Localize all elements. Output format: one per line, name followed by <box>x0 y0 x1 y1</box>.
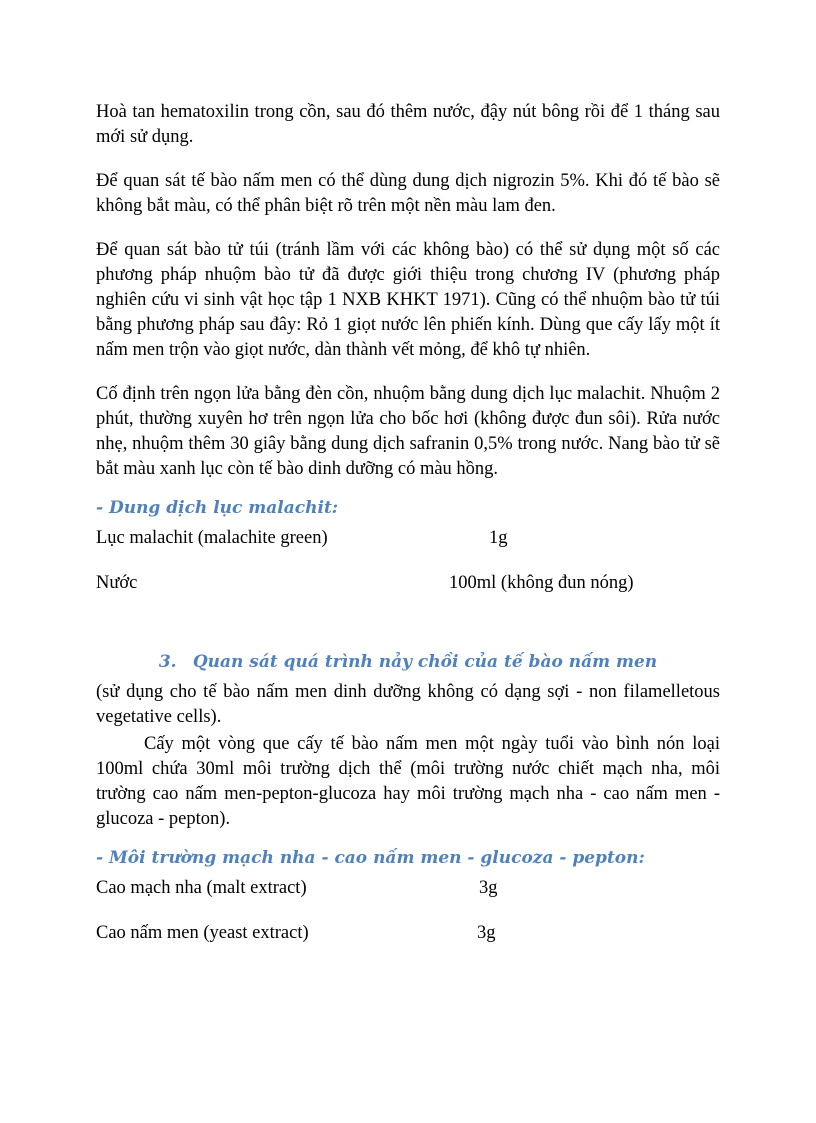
document-page <box>96 100 720 966</box>
medium-qty-1: 3g <box>479 878 498 898</box>
malachite-heading: - Dung dịch lục malachit: <box>96 498 339 518</box>
paragraph-section-note: (sử dụng cho tế bào nấm men dinh dưỡng không có dạng sợi - non filamelletous vegetative cells). <box>96 682 720 727</box>
paragraph-hematoxilin: Hoà tan hematoxilin trong cồn, sau đó thêm nước, đậy nút bông rồi để 1 tháng sau mới sử dụng. <box>96 102 720 147</box>
paragraph-fixation: Cố định trên ngọn lửa bằng đèn cồn, nhuộm bằng dung dịch lục malachit. Nhuộm 2 phút, thường xuyên hơ trên ngọn lửa cho bốc hơi (không được đun sôi). Rửa nước nhẹ, nhuộm thêm 30 giây bằng dung dịch safranin 0,5% trong nước. Nang bào tử sẽ bắt màu xanh lục còn tế bào dinh dưỡng có màu hồng. <box>96 384 720 479</box>
medium-row-1 <box>96 876 720 901</box>
medium-item-2: Cao nấm men (yeast extract) <box>96 923 309 943</box>
malachite-item-1: Lục malachit (malachite green) <box>96 528 328 548</box>
malachite-row-1 <box>96 526 720 551</box>
malachite-row-2 <box>96 571 720 596</box>
section-3-title: Quan sát quá trình nảy chồi của tế bào nấm men <box>192 652 658 672</box>
malachite-item-2: Nước <box>96 573 138 593</box>
malachite-qty-2: 100ml (không đun nóng) <box>449 573 634 593</box>
paragraph-nigrozin: Để quan sát tế bào nấm men có thể dùng dung dịch nigrozin 5%. Khi đó tế bào sẽ không bắt màu, có thể phân biệt rõ trên một nền màu lam đen. <box>96 171 720 216</box>
paragraph-spore-stain: Để quan sát bào tử túi (tránh lầm với các không bào) có thể sử dụng một số các phương pháp nhuộm bào tử đã được giới thiệu trong chương IV (phương pháp nghiên cứu vi sinh vật học tập 1 NXB KHKT 1971). Cũng có thể nhuộm bào tử túi bằng phương pháp sau đây: Rỏ 1 giọt nước lên phiến kính. Dùng que cấy lấy một ít nấm men trộn vào giọt nước, dàn thành vết mỏng, để khô tự nhiên. <box>96 240 720 360</box>
medium-qty-2: 3g <box>477 923 496 943</box>
medium-item-1: Cao mạch nha (malt extract) <box>96 878 307 898</box>
medium-heading: - Môi trường mạch nha - cao nấm men - glucoza - pepton: <box>96 848 645 868</box>
section-3-number: 3. <box>158 652 177 672</box>
medium-row-2 <box>96 921 720 946</box>
paragraph-section-body: Cấy một vòng que cấy tế bào nấm men một ngày tuổi vào bình nón loại 100ml chứa 30ml môi trường dịch thể (môi trường nước chiết mạch nha, môi trường cao nấm men-pepton-glucoza hay môi trường mạch nha - cao nấm men - glucoza - pepton). <box>96 734 720 829</box>
malachite-qty-1: 1g <box>489 528 508 548</box>
section-3-heading <box>96 650 720 674</box>
